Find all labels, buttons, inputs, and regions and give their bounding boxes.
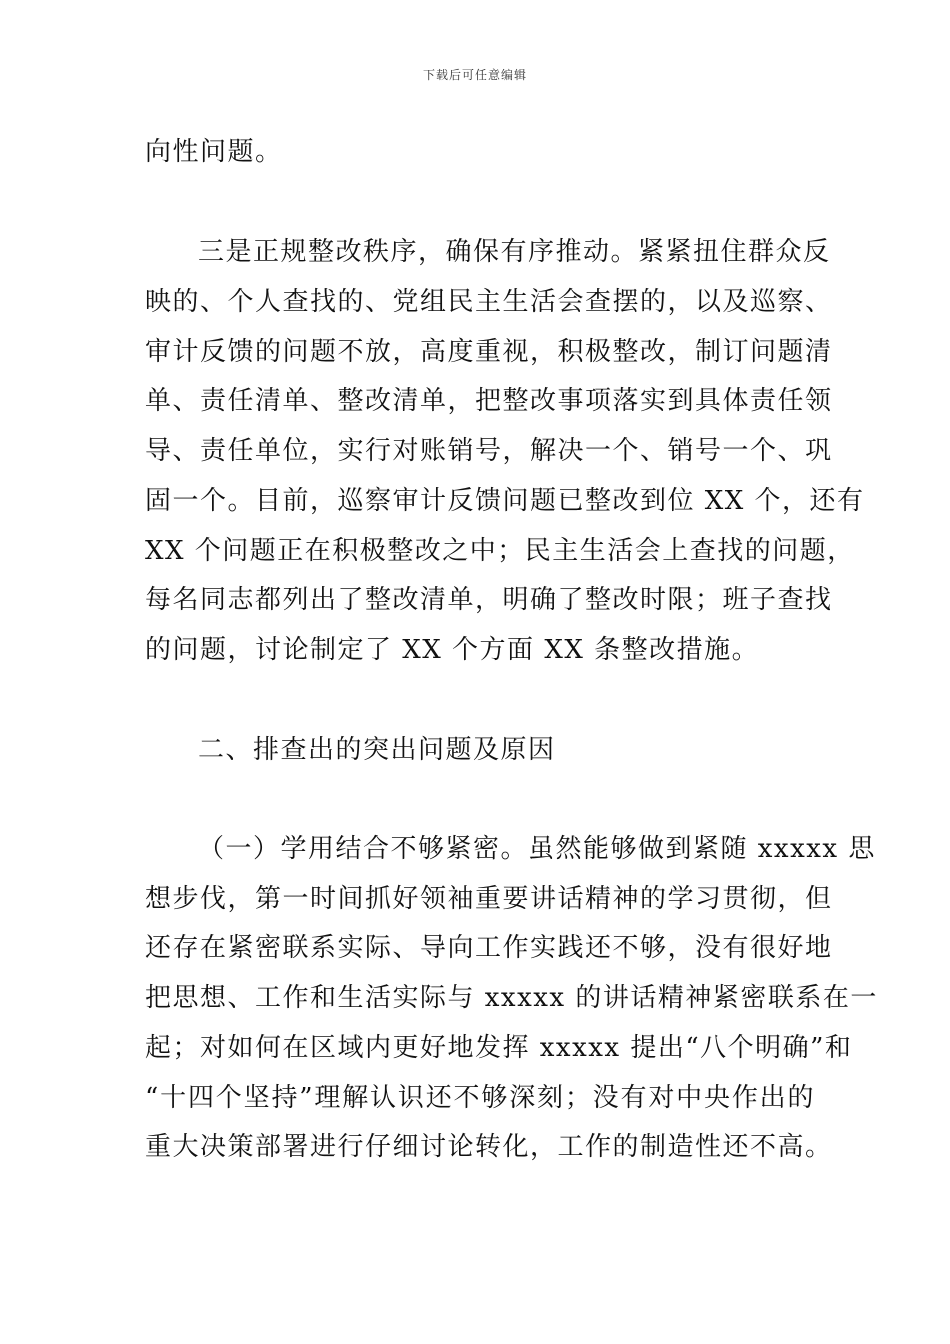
paragraph-1-line-8: 的问题，讨论制定了 XX 个方面 XX 条整改措施。 bbox=[145, 635, 760, 665]
paragraph-1-line-4: 导、责任单位，实行对账销号，解决一个、销号一个、巩 bbox=[145, 436, 833, 466]
paragraph-2-line-6: 重大决策部署进行仔细讨论转化，工作的制造性还不高。 bbox=[145, 1132, 833, 1162]
paragraph-2-line-2: 还存在紧密联系实际、导向工作实践还不够，没有很好地 bbox=[145, 933, 833, 963]
paragraph-1-line-5: 固一个。目前，巡察审计反馈问题已整改到位 XX 个，还有 bbox=[145, 486, 865, 516]
paragraph-1-line-2: 审计反馈的问题不放，高度重视，积极整改，制订问题清 bbox=[145, 337, 833, 367]
paragraph-1-line-7: 每名同志都列出了整改清单，明确了整改时限；班子查找 bbox=[145, 585, 833, 615]
paragraph-1-line-0: 三是正规整改秩序，确保有序推动。紧紧扭住群众反 bbox=[198, 237, 831, 267]
paragraph-1-line-3: 单、责任清单、整改清单，把整改事项落实到具体责任领 bbox=[145, 386, 833, 416]
paragraph-2-line-0: （一）学用结合不够紧密。虽然能够做到紧随 xxxxx 思 bbox=[198, 834, 876, 864]
paragraph-1-line-6: XX 个问题正在积极整改之中；民主生活会上查找的问题， bbox=[145, 536, 855, 566]
paragraph-2-line-1: 想步伐，第一时间抓好领袖重要讲话精神的学习贯彻，但 bbox=[145, 884, 833, 914]
page-header: 下载后可任意编辑 bbox=[422, 68, 527, 82]
paragraph-0-line-0: 向性问题。 bbox=[145, 137, 283, 167]
paragraph-1-line-1: 映的、个人查找的、党组民主生活会查摆的，以及巡察、 bbox=[145, 287, 833, 317]
section-heading: 二、排查出的突出问题及原因 bbox=[198, 735, 556, 765]
paragraph-2-line-3: 把思想、工作和生活实际与 xxxxx 的讲话精神紧密联系在一 bbox=[145, 983, 878, 1013]
paragraph-2-line-4: 起；对如何在区域内更好地发挥 xxxxx 提出“八个明确”和 bbox=[145, 1033, 853, 1063]
paragraph-2-line-5: “十四个坚持”理解认识还不够深刻；没有对中央作出的 bbox=[145, 1083, 815, 1113]
